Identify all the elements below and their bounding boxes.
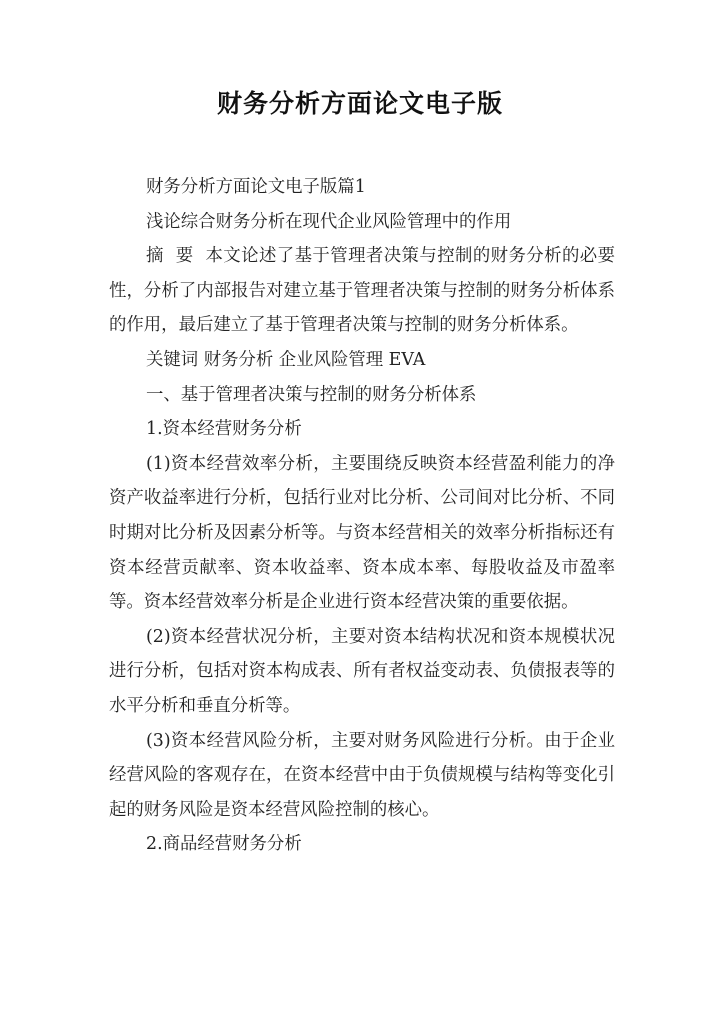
article-title: 浅论综合财务分析在现代企业风险管理中的作用 (146, 211, 512, 232)
subsection-heading: 2.商品经营财务分析 (146, 834, 302, 855)
keywords-line: 关键词 财务分析 企业风险管理 EVA (146, 349, 426, 370)
document-body (109, 170, 615, 862)
chapter-heading: 一、基于管理者决策与控制的财务分析体系 (146, 384, 477, 405)
section-heading: 财务分析方面论文电子版篇1 (146, 177, 366, 197)
abstract-paragraph: 摘 要 本文论述了基于管理者决策与控制的财务分析的必要性，分析了内部报告对建立基于管理者决策与控制的财务分析体系的作用，最后建立了基于管理者决策与控制的财务分析体系。 (109, 246, 615, 336)
body-paragraph: (3)资本经营风险分析，主要对财务风险进行分析。由于企业经营风险的客观存在，在资本经营中由于负债规模与结构等变化引起的财务风险是资本经营风险控制的核心。 (109, 730, 615, 820)
document-title: 财务分析方面论文电子版 (216, 89, 503, 118)
subsection-heading: 1.资本经营财务分析 (146, 419, 302, 440)
body-paragraph: (1)资本经营效率分析，主要围绕反映资本经营盈利能力的净资产收益率进行分析，包括行业对比分析、公司间对比分析、不同时期对比分析及因素分析等。与资本经营相关的效率分析指标还有资本经营贡献率、资本收益率、资本成本率、每股收益及市盈率等。资本经营效率分析是企业进行资本经营决策的重要依据。 (109, 453, 615, 613)
body-paragraph: (2)资本经营状况分析，主要对资本结构状况和资本规模状况进行分析，包括对资本构成表、所有者权益变动表、负债报表等的水平分析和垂直分析等。 (109, 626, 615, 716)
